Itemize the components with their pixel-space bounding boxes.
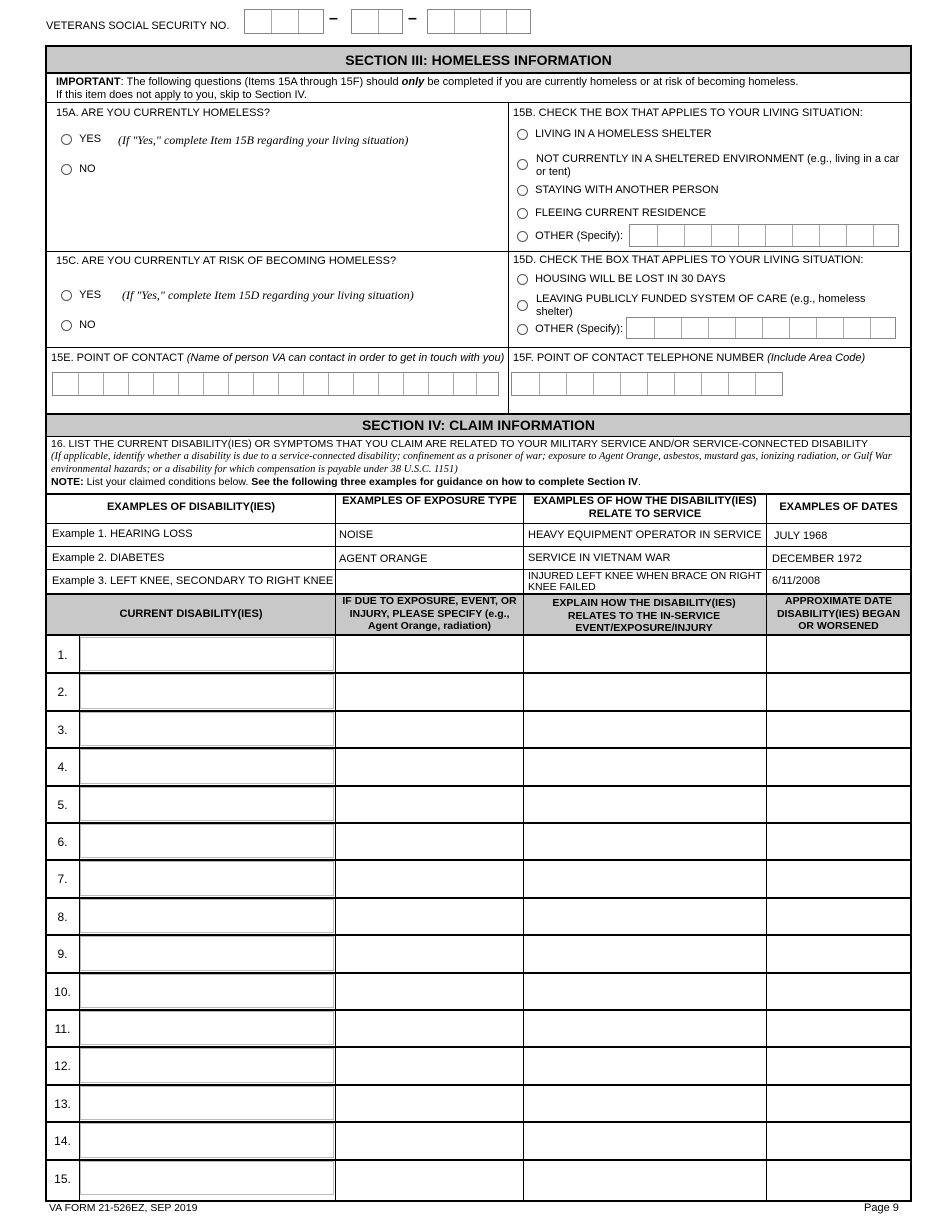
current-disability-input[interactable] (80, 1161, 334, 1195)
explanation-input[interactable] (524, 823, 766, 859)
q15d-option-housing-lost[interactable]: HOUSING WILL BE LOST IN 30 DAYS (517, 273, 726, 286)
ssn-dash-2: – (408, 10, 417, 27)
q15c-yes-note: (If "Yes," complete Item 15D regarding your living situation) (122, 288, 414, 302)
example-1-date: JULY 1968 (774, 530, 828, 542)
exposure-input[interactable] (336, 1160, 523, 1196)
current-disability-input[interactable] (80, 1123, 334, 1157)
example-1-disability: Example 1. HEARING LOSS (52, 528, 193, 540)
q15d-label: 15D. CHECK THE BOX THAT APPLIES TO YOUR LIVING SITUATION: (513, 254, 864, 266)
table-row-number: 6. (57, 835, 68, 849)
explanation-input[interactable] (524, 935, 766, 971)
explanation-input[interactable] (524, 1010, 766, 1046)
current-disability-input[interactable] (80, 1048, 334, 1082)
explanation-input[interactable] (524, 711, 766, 747)
example-header-relation: EXAMPLES OF HOW THE DISABILITY(IES) RELATE TO SERVICE (533, 495, 757, 520)
explanation-input[interactable] (524, 973, 766, 1009)
exposure-input[interactable] (336, 1047, 523, 1083)
important-note: IMPORTANT: The following questions (Items 15A through 15F) should only be completed if you are currently homeless or at risk of becoming homeless. If this item does not apply to you, skip to Section IV. (56, 76, 799, 101)
section4-title: SECTION IV: CLAIM INFORMATION (361, 417, 596, 433)
example-3-relation: INJURED LEFT KNEE WHEN BRACE ON RIGHT KNEE FAILED (528, 570, 762, 593)
date-input[interactable] (767, 1160, 910, 1196)
ssn-part3-input[interactable] (427, 9, 531, 34)
current-disability-input[interactable] (80, 936, 334, 970)
ssn-part2-input[interactable] (351, 9, 403, 34)
q15b-label: 15B. CHECK THE BOX THAT APPLIES TO YOUR LIVING SITUATION: (513, 107, 863, 119)
date-input[interactable] (767, 1010, 910, 1046)
date-input[interactable] (767, 898, 910, 934)
exposure-input[interactable] (336, 636, 523, 672)
exposure-input[interactable] (336, 898, 523, 934)
q15a-yes-option[interactable]: YES (61, 133, 101, 146)
date-input[interactable] (767, 786, 910, 822)
table-row-number: 4. (57, 760, 68, 775)
radio-icon[interactable] (517, 185, 528, 196)
exposure-input[interactable] (336, 860, 523, 896)
current-disability-input[interactable] (80, 674, 334, 708)
radio-icon[interactable] (517, 300, 528, 311)
current-disability-input[interactable] (80, 787, 334, 821)
example-3-disability: Example 3. LEFT KNEE, SECONDARY TO RIGHT KNEE (52, 575, 334, 587)
table-row-number: 11. (54, 1022, 71, 1036)
explanation-input[interactable] (524, 636, 766, 672)
table-header-explanation: EXPLAIN HOW THE DISABILITY(IES) RELATES TO THE IN-SERVICE EVENT/EXPOSURE/INJURY (552, 597, 736, 634)
current-disability-input[interactable] (80, 899, 334, 933)
q15b-option-shelter[interactable]: LIVING IN A HOMELESS SHELTER (517, 128, 712, 141)
table-header-exposure: IF DUE TO EXPOSURE, EVENT, OR INJURY, PLEASE SPECIFY (e.g., Agent Orange, radiation) (342, 595, 517, 632)
q15b-other-input[interactable] (629, 224, 899, 247)
form-id: VA FORM 21-526EZ, SEP 2019 (49, 1202, 198, 1214)
radio-icon[interactable] (517, 231, 528, 242)
current-disability-input[interactable] (80, 1086, 334, 1120)
date-input[interactable] (767, 711, 910, 747)
q15b-option-other[interactable]: OTHER (Specify): (517, 230, 623, 243)
table-row-number: 10. (54, 984, 71, 999)
q15d-option-other[interactable]: OTHER (Specify): (517, 323, 623, 336)
exposure-input[interactable] (336, 1122, 523, 1158)
ssn-dash-1: – (329, 10, 338, 27)
example-1-relation: HEAVY EQUIPMENT OPERATOR IN SERVICE (528, 529, 762, 541)
current-disability-input[interactable] (80, 712, 334, 746)
table-header-disability: CURRENT DISABILITY(IES) (119, 608, 263, 620)
q15e-name-input[interactable] (52, 372, 499, 396)
example-header-exposure: EXAMPLES OF EXPOSURE TYPE (342, 495, 517, 507)
q16-label: 16. LIST THE CURRENT DISABILITY(IES) OR SYMPTOMS THAT YOU CLAIM ARE RELATED TO YOUR MILITARY SERVICE AND/OR SERVICE-CONNECTED DISABILITY (51, 438, 869, 450)
date-input[interactable] (767, 748, 910, 784)
date-input[interactable] (767, 935, 910, 971)
radio-icon[interactable] (517, 274, 528, 285)
current-disability-input[interactable] (80, 1011, 334, 1045)
explanation-input[interactable] (524, 1160, 766, 1196)
date-input[interactable] (767, 973, 910, 1009)
q15a-yes-note: (If "Yes," complete Item 15B regarding your living situation) (118, 133, 409, 147)
date-input[interactable] (767, 1047, 910, 1083)
date-input[interactable] (767, 636, 910, 672)
q15a-label: 15A. ARE YOU CURRENTLY HOMELESS? (56, 107, 270, 119)
q15e-label: 15E. POINT OF CONTACT (Name of person VA can contact in order to get in touch with you) (51, 352, 505, 364)
table-row-number: 2. (57, 685, 68, 700)
q15a-no-option[interactable]: NO (61, 163, 96, 176)
q15d-option-leaving-care-label: LEAVING PUBLICLY FUNDED SYSTEM OF CARE (e.g., homeless shelter) (536, 293, 866, 318)
q15c-yes-option[interactable]: YES (61, 289, 101, 302)
q15d-other-input[interactable] (626, 317, 896, 339)
radio-icon[interactable] (61, 164, 72, 175)
radio-icon[interactable] (517, 159, 528, 170)
table-row-number: 13. (54, 1096, 71, 1111)
q15f-label: 15F. POINT OF CONTACT TELEPHONE NUMBER (Include Area Code) (513, 352, 866, 364)
explanation-input[interactable] (524, 748, 766, 784)
example-1-exposure: NOISE (339, 529, 374, 541)
exposure-input[interactable] (336, 711, 523, 747)
exposure-input[interactable] (336, 1010, 523, 1046)
example-2-date: DECEMBER 1972 (772, 553, 862, 565)
radio-icon[interactable] (517, 208, 528, 219)
q15c-no-option[interactable]: NO (61, 319, 96, 332)
exposure-input[interactable] (336, 823, 523, 859)
table-row-number: 9. (57, 947, 68, 962)
q15d-option-leaving-care[interactable] (517, 299, 528, 311)
date-input[interactable] (767, 1122, 910, 1158)
table-row-number: 15. (54, 1171, 71, 1186)
table-row-number: 5. (57, 797, 68, 812)
date-input[interactable] (767, 673, 910, 709)
page-number: Page 9 (864, 1202, 899, 1214)
q16-note: (If applicable, identify whether a disability is due to a service-connected disability; confinement as a prisoner of war; exposure to Agent Orange, asbestos, mustard gas, ionizing radiation, or Gulf War environmental hazards; or a disability for which compensation is payable under 38 U.S.C. 1151) (51, 451, 892, 475)
current-disability-input[interactable] (80, 749, 334, 783)
q15b-option-staying[interactable]: STAYING WITH ANOTHER PERSON (517, 184, 719, 197)
example-3-date: 6/11/2008 (772, 575, 821, 587)
q15c-label: 15C. ARE YOU CURRENTLY AT RISK OF BECOMING HOMELESS? (56, 255, 397, 267)
q15f-phone-input[interactable] (511, 372, 783, 396)
example-2-exposure: AGENT ORANGE (339, 553, 428, 565)
date-input[interactable] (767, 1085, 910, 1121)
q16-instructions: 16. LIST THE CURRENT DISABILITY(IES) OR SYMPTOMS THAT YOU CLAIM ARE RELATED TO YOUR MILITARY SERVICE AND/OR SERVICE-CONNECTED DISABILITY (If applicable, identify whether a disability is due to a service-connected disability; confinement as a prisoner of war; exposure to Agent Orange, asbestos, mustard gas, ionizing radiation, or Gulf War environmental hazards; or a disability for which compensation is payable under 38 U.S.C. 1151) NOTE: List your claimed conditions below. See the following three examples for guidance on how to complete Section IV. (51, 438, 892, 488)
exposure-input[interactable] (336, 748, 523, 784)
date-input[interactable] (767, 860, 910, 896)
current-disability-input[interactable] (80, 637, 334, 671)
radio-icon[interactable] (61, 320, 72, 331)
table-row-number: 1. (57, 648, 68, 662)
current-disability-input[interactable] (80, 861, 334, 895)
table-row-number: 3. (57, 722, 68, 737)
explanation-input[interactable] (524, 786, 766, 822)
q15b-option-not-sheltered[interactable] (517, 158, 528, 170)
explanation-input[interactable] (524, 898, 766, 934)
table-row-number: 8. (57, 909, 68, 924)
radio-icon[interactable] (61, 290, 72, 301)
example-2-disability: Example 2. DIABETES (52, 552, 165, 564)
current-disability-input[interactable] (80, 974, 334, 1008)
q15b-option-fleeing[interactable]: FLEEING CURRENT RESIDENCE (517, 207, 706, 220)
radio-icon[interactable] (61, 134, 72, 145)
explanation-input[interactable] (524, 1047, 766, 1083)
section3-title: SECTION III: HOMELESS INFORMATION (345, 52, 612, 68)
exposure-input[interactable] (336, 935, 523, 971)
exposure-input[interactable] (336, 786, 523, 822)
ssn-part1-input[interactable] (244, 9, 324, 34)
ssn-label: VETERANS SOCIAL SECURITY NO. (46, 20, 230, 32)
exposure-input[interactable] (336, 973, 523, 1009)
explanation-input[interactable] (524, 673, 766, 709)
example-header-disability: EXAMPLES OF DISABILITY(IES) (106, 501, 276, 513)
radio-icon[interactable] (517, 129, 528, 140)
explanation-input[interactable] (524, 1122, 766, 1158)
table-row-number: 7. (57, 872, 68, 887)
current-disability-input[interactable] (80, 824, 334, 858)
example-header-dates: EXAMPLES OF DATES (779, 501, 898, 513)
example-2-relation: SERVICE IN VIETNAM WAR (528, 552, 671, 564)
explanation-input[interactable] (524, 1085, 766, 1121)
table-row-number: 12. (54, 1059, 71, 1074)
q15b-option-not-sheltered-label: NOT CURRENTLY IN A SHELTERED ENVIRONMENT (e.g., living in a car or tent) (536, 153, 900, 178)
table-header-date: APPROXIMATE DATE DISABILITY(IES) BEGAN OR WORSENED (776, 595, 901, 632)
table-row-number: 14. (54, 1134, 71, 1149)
date-input[interactable] (767, 823, 910, 859)
radio-icon[interactable] (517, 324, 528, 335)
exposure-input[interactable] (336, 1085, 523, 1121)
exposure-input[interactable] (336, 673, 523, 709)
explanation-input[interactable] (524, 860, 766, 896)
